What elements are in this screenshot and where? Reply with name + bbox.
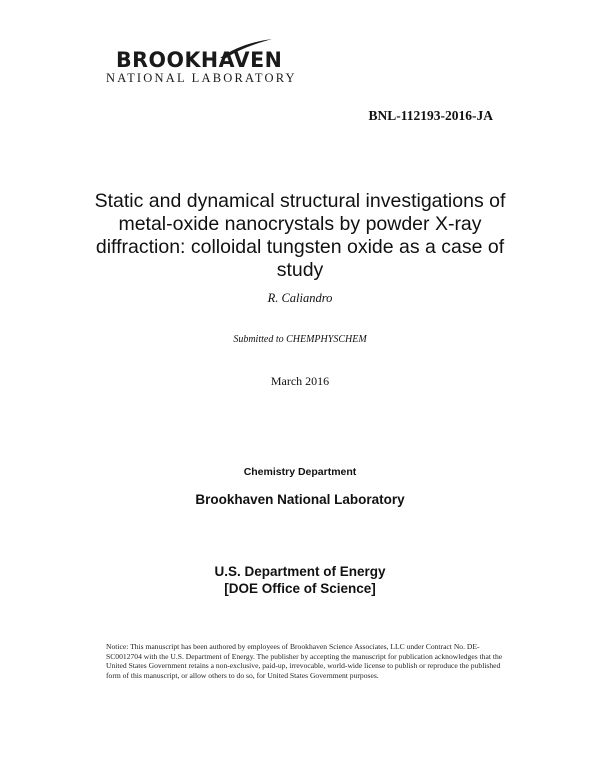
department: Chemistry Department [243,466,357,478]
funding-agency [0,563,600,597]
brookhaven-logo [104,38,304,88]
laboratory-name: Brookhaven National Laboratory [195,492,405,507]
author: R. Caliandro [267,291,333,305]
copyright-notice: Notice: This manuscript has been authored by employees of Brookhaven Science Associates, LLC under Contract No. DE- SC0012704 with the U.S. Department of Energy. The publisher by accepting the manuscript for publication acknowledges that the United States Government retains a non-exclusive, paid-up, irrevocable, world-wide license to publish or reproduce the published form of this manuscript, or allow others to do so, for United States Government purposes. [106,642,503,680]
paper-title: Static and dynamical structural investigations of metal-oxide nanocrystals by powder X-ray diffraction: colloidal tungsten oxide as a case of study [94,190,506,281]
report-number: BNL-112193-2016-JA [368,108,493,123]
logo-wordmark: BROOKHAVEN [116,48,283,72]
publication-date: March 2016 [270,374,330,388]
submitted-to: Submitted to CHEMPHYSCHEM [233,334,367,345]
agency-office: [DOE Office of Science] [224,581,376,596]
logo-subtitle: NATIONAL LABORATORY [106,71,297,85]
agency-name: U.S. Department of Energy [214,564,386,579]
